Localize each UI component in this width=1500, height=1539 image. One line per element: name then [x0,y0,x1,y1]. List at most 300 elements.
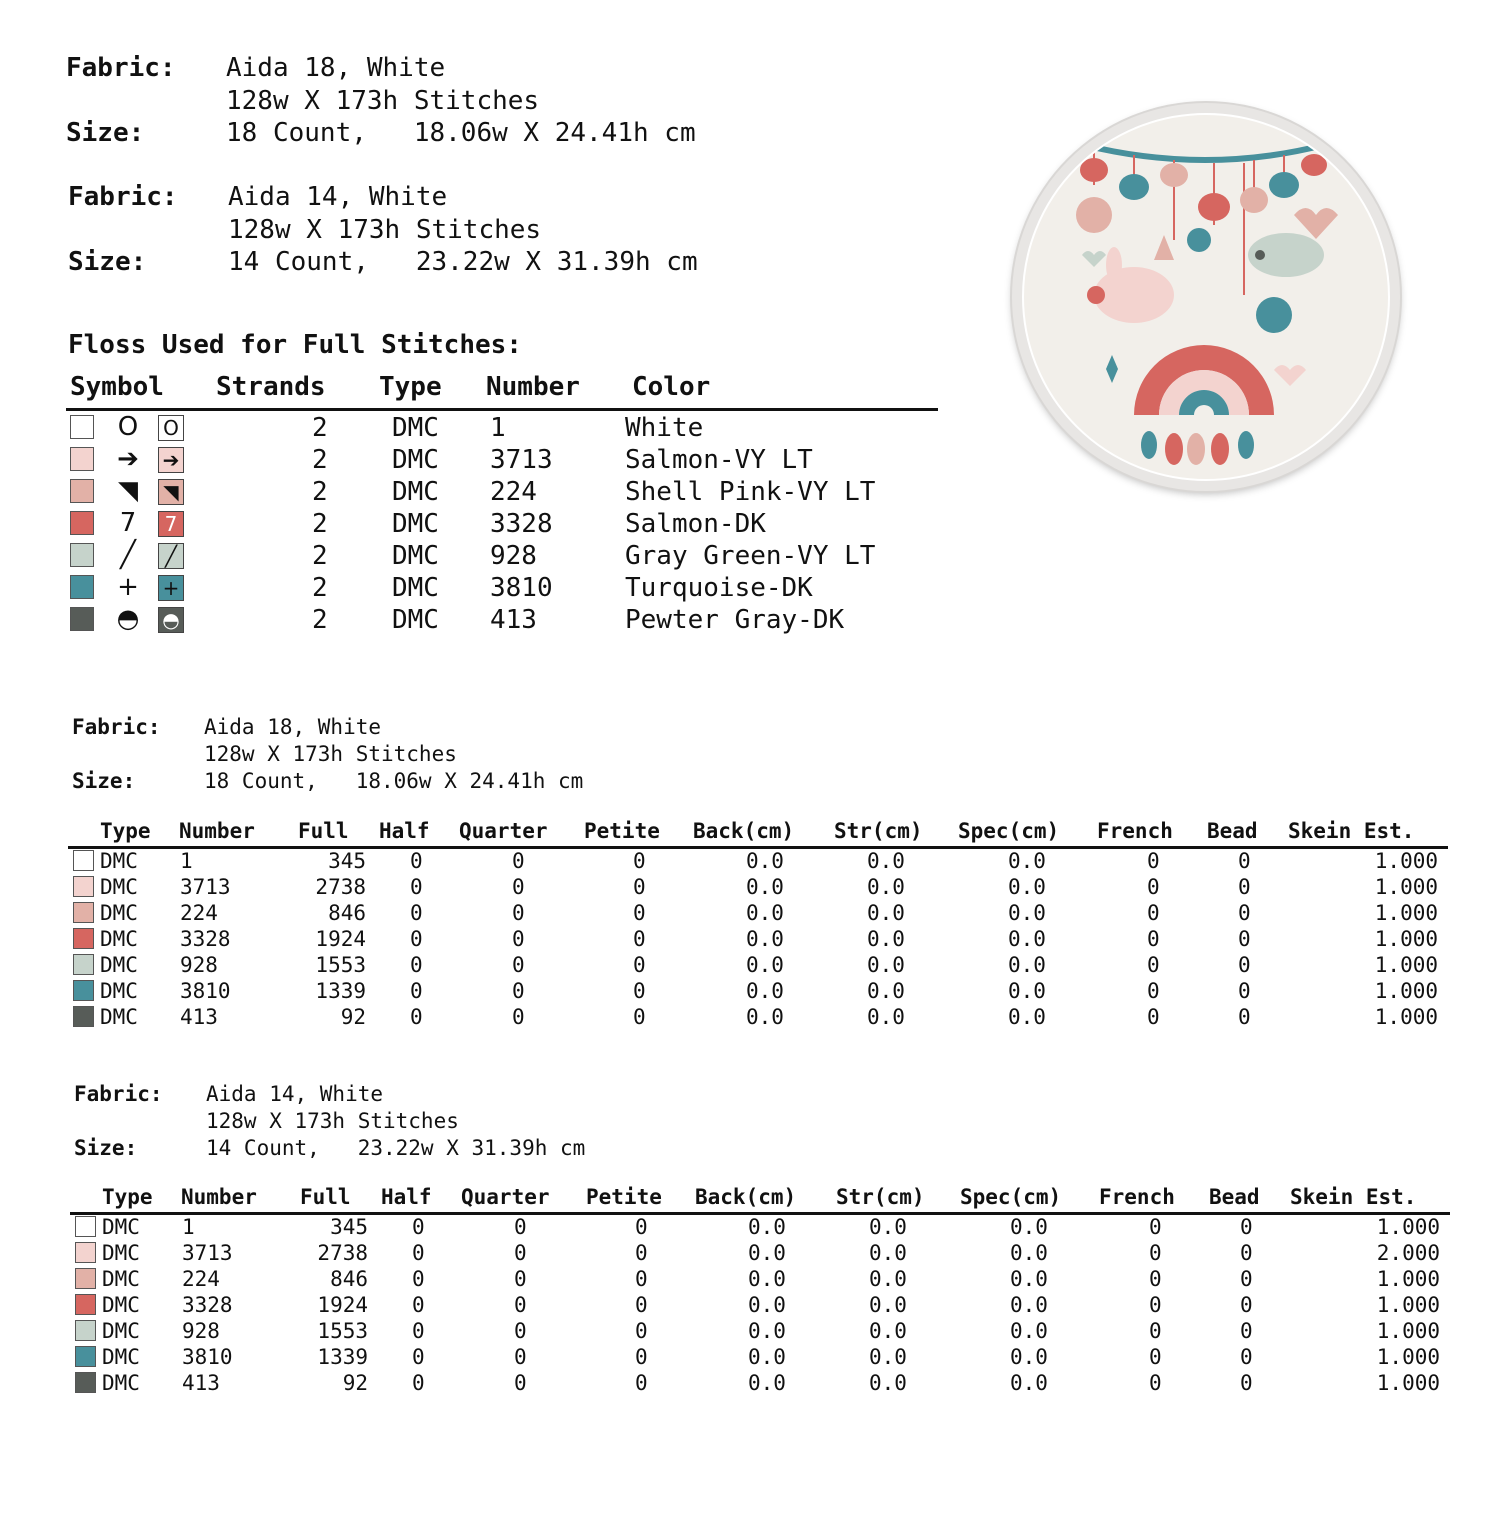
back-cell: 0.0 [746,979,784,1003]
half-cell: 0 [412,1267,425,1291]
stitch-symbol-on-color: ◥ [158,479,184,505]
type-cell: DMC [102,1215,140,1239]
size-label: Size: [74,1136,138,1160]
color-swatch [70,543,94,567]
number-cell: 224 [180,901,218,925]
number-cell: 3713 [490,445,553,475]
stat-header-cell: Back(cm) [693,819,795,843]
stat-header-cell: Skein Est. [1290,1185,1417,1209]
number-cell: 3328 [180,927,231,951]
color-swatch [73,980,94,1001]
strands-cell: 2 [312,541,328,571]
stitch-symbol-on-color: ╱ [158,543,184,569]
floss-row [0,540,1000,572]
str-cell: 0.0 [869,1267,907,1291]
color-name-cell: Shell Pink-VY LT [625,477,876,507]
color-swatch [73,850,94,871]
quarter-cell: 0 [514,1241,527,1265]
type-cell: DMC [102,1241,140,1265]
stat-header-cell: Number [179,819,255,843]
stat-table-row [0,848,1500,874]
stitch-symbol-on-color: O [158,415,184,441]
stitch-symbol: ➔ [117,444,139,474]
petite-cell: 0 [635,1241,648,1265]
color-swatch [70,415,94,439]
back-cell: 0.0 [748,1241,786,1265]
french-cell: 0 [1147,849,1160,873]
type-cell: DMC [392,541,439,571]
strands-cell: 2 [312,605,328,635]
half-cell: 0 [410,927,423,951]
number-cell: 413 [180,1005,218,1029]
number-cell: 1 [182,1215,195,1239]
stat-table-row [0,1344,1500,1370]
stat-table-row [0,900,1500,926]
skein-cell: 1.000 [1374,953,1438,977]
stat-table-row [0,1004,1500,1030]
bead-cell: 0 [1240,1319,1253,1343]
full-cell: 846 [328,901,366,925]
bead-cell: 0 [1238,901,1251,925]
skein-cell: 1.000 [1376,1267,1440,1291]
strands-cell: 2 [312,413,328,443]
color-swatch [75,1294,96,1315]
stitches-value: 128w X 173h Stitches [226,85,540,116]
size-value: 14 Count, 23.22w X 31.39h cm [228,247,698,277]
petite-cell: 0 [635,1215,648,1239]
full-cell: 846 [330,1267,368,1291]
stat-header-cell: Type [102,1185,153,1209]
spec-cell: 0.0 [1008,901,1046,925]
str-cell: 0.0 [869,1293,907,1317]
fabric-value: Aida 14, White [228,182,448,212]
number-cell: 3810 [180,979,231,1003]
quarter-cell: 0 [512,979,525,1003]
type-cell: DMC [102,1371,140,1395]
fabric-label: Fabric: [72,715,161,739]
back-cell: 0.0 [748,1293,786,1317]
floss-row [0,444,1000,476]
stitches-value: 128w X 173h Stitches [206,1109,459,1133]
stat-header-cell: Back(cm) [695,1185,797,1209]
bead-cell: 0 [1238,1005,1251,1029]
full-cell: 345 [328,849,366,873]
quarter-cell: 0 [512,875,525,899]
french-cell: 0 [1149,1267,1162,1291]
stat-header-cell: Half [379,819,430,843]
color-swatch [75,1346,96,1367]
str-cell: 0.0 [867,979,905,1003]
type-cell: DMC [100,953,138,977]
stitches-value: 128w X 173h Stitches [204,742,457,766]
spec-cell: 0.0 [1008,953,1046,977]
quarter-cell: 0 [512,849,525,873]
quarter-cell: 0 [514,1215,527,1239]
floss-header-strands: Strands [216,372,326,402]
number-cell: 928 [180,953,218,977]
number-cell: 413 [490,605,537,635]
half-cell: 0 [412,1371,425,1395]
skein-cell: 1.000 [1376,1371,1440,1395]
full-cell: 345 [330,1215,368,1239]
number-cell: 3810 [182,1345,233,1369]
color-name-cell: Turquoise-DK [625,573,813,603]
back-cell: 0.0 [748,1319,786,1343]
number-cell: 224 [490,477,537,507]
full-cell: 2738 [317,1241,368,1265]
french-cell: 0 [1147,875,1160,899]
half-cell: 0 [412,1293,425,1317]
floss-header-color: Color [632,372,711,402]
stat-header-cell: Bead [1207,819,1258,843]
half-cell: 0 [412,1319,425,1343]
skein-cell: 1.000 [1376,1345,1440,1369]
stitches-value: 128w X 173h Stitches [228,214,542,245]
stat-header-cell: Full [300,1185,351,1209]
skein-cell: 1.000 [1376,1293,1440,1317]
full-cell: 1924 [317,1293,368,1317]
stat-header-cell: Type [100,819,151,843]
floss-header-type: Type [379,372,442,402]
french-cell: 0 [1147,927,1160,951]
half-cell: 0 [410,849,423,873]
type-cell: DMC [102,1345,140,1369]
bead-cell: 0 [1240,1241,1253,1265]
color-swatch [73,1006,94,1027]
spec-cell: 0.0 [1010,1319,1048,1343]
back-cell: 0.0 [748,1215,786,1239]
stat-header-cell: Bead [1209,1185,1260,1209]
stitch-symbol: ◥ [118,476,138,506]
type-cell: DMC [100,849,138,873]
skein-cell: 2.000 [1376,1241,1440,1265]
type-cell: DMC [100,979,138,1003]
full-cell: 1339 [317,1345,368,1369]
bead-cell: 0 [1238,849,1251,873]
color-swatch [73,928,94,949]
stat-header-cell: Quarter [459,819,548,843]
fabric-label: Fabric: [68,182,178,212]
back-cell: 0.0 [746,1005,784,1029]
petite-cell: 0 [635,1293,648,1317]
skein-cell: 1.000 [1376,1319,1440,1343]
size-value: 14 Count, 23.22w X 31.39h cm [206,1136,586,1160]
pattern-preview-image [1022,113,1390,481]
stat-table-row [0,926,1500,952]
type-cell: DMC [392,509,439,539]
str-cell: 0.0 [869,1241,907,1265]
stat-header-cell: Full [298,819,349,843]
stat-table-row [0,1370,1500,1396]
strands-cell: 2 [312,445,328,475]
type-cell: DMC [392,413,439,443]
type-cell: DMC [102,1293,140,1317]
color-swatch [70,479,94,503]
petite-cell: 0 [635,1345,648,1369]
size-label: Size: [68,247,147,277]
fabric-value: Aida 14, White [206,1082,384,1106]
type-cell: DMC [100,901,138,925]
stitch-symbol-on-color: ◓ [158,607,184,633]
type-cell: DMC [102,1267,140,1291]
french-cell: 0 [1147,901,1160,925]
number-cell: 3328 [182,1293,233,1317]
stat-header-cell: Spec(cm) [958,819,1060,843]
stat-header-cell: Half [381,1185,432,1209]
type-cell: DMC [100,927,138,951]
spec-cell: 0.0 [1010,1371,1048,1395]
quarter-cell: 0 [512,927,525,951]
petite-cell: 0 [635,1319,648,1343]
petite-cell: 0 [633,1005,646,1029]
petite-cell: 0 [635,1267,648,1291]
skein-cell: 1.000 [1374,901,1438,925]
color-name-cell: Pewter Gray-DK [625,605,845,635]
bead-cell: 0 [1238,875,1251,899]
stitch-symbol: ◓ [116,604,140,634]
full-cell: 1924 [315,927,366,951]
color-swatch [73,954,94,975]
spec-cell: 0.0 [1008,979,1046,1003]
full-cell: 92 [342,1371,368,1395]
petite-cell: 0 [635,1371,648,1395]
french-cell: 0 [1149,1241,1162,1265]
number-cell: 3713 [182,1241,233,1265]
str-cell: 0.0 [867,901,905,925]
number-cell: 3713 [180,875,231,899]
full-cell: 1339 [315,979,366,1003]
strands-cell: 2 [312,573,328,603]
floss-header-rule [66,408,938,411]
stitch-symbol: 7 [119,508,137,538]
skein-cell: 1.000 [1374,875,1438,899]
pattern-preview-illustration [1024,115,1388,479]
back-cell: 0.0 [746,927,784,951]
color-swatch [73,876,94,897]
size-label: Size: [66,118,145,148]
color-swatch [73,902,94,923]
stat-table-row [0,1292,1500,1318]
back-cell: 0.0 [746,953,784,977]
number-cell: 224 [182,1267,220,1291]
fabric-value: Aida 18, White [204,715,382,739]
back-cell: 0.0 [748,1267,786,1291]
french-cell: 0 [1147,1005,1160,1029]
spec-cell: 0.0 [1010,1241,1048,1265]
bead-cell: 0 [1240,1371,1253,1395]
floss-row [0,604,1000,636]
fabric-label: Fabric: [74,1082,163,1106]
spec-cell: 0.0 [1008,875,1046,899]
floss-row [0,476,1000,508]
strands-cell: 2 [312,477,328,507]
floss-row [0,508,1000,540]
petite-cell: 0 [633,979,646,1003]
quarter-cell: 0 [514,1371,527,1395]
type-cell: DMC [102,1319,140,1343]
stat-header-cell: Str(cm) [834,819,923,843]
skein-cell: 1.000 [1374,1005,1438,1029]
strands-cell: 2 [312,509,328,539]
french-cell: 0 [1149,1215,1162,1239]
bead-cell: 0 [1240,1345,1253,1369]
number-cell: 3328 [490,509,553,539]
spec-cell: 0.0 [1010,1215,1048,1239]
stat-header-cell: Skein Est. [1288,819,1415,843]
quarter-cell: 0 [514,1267,527,1291]
floss-header-number: Number [486,372,580,402]
str-cell: 0.0 [869,1215,907,1239]
color-swatch [70,607,94,631]
french-cell: 0 [1149,1293,1162,1317]
color-swatch [70,575,94,599]
stat-table-row [0,1266,1500,1292]
stat-header-cell: French [1099,1185,1175,1209]
color-swatch [75,1372,96,1393]
size-value: 18 Count, 18.06w X 24.41h cm [226,118,696,148]
type-cell: DMC [100,875,138,899]
half-cell: 0 [412,1215,425,1239]
petite-cell: 0 [633,953,646,977]
petite-cell: 0 [633,927,646,951]
bead-cell: 0 [1240,1293,1253,1317]
fabric-value: Aida 18, White [226,53,446,83]
type-cell: DMC [392,477,439,507]
french-cell: 0 [1147,979,1160,1003]
str-cell: 0.0 [867,849,905,873]
french-cell: 0 [1149,1319,1162,1343]
str-cell: 0.0 [867,953,905,977]
number-cell: 928 [490,541,537,571]
half-cell: 0 [412,1345,425,1369]
color-swatch [70,447,94,471]
number-cell: 928 [182,1319,220,1343]
size-label: Size: [72,769,136,793]
bead-cell: 0 [1238,927,1251,951]
stat-header-cell: Spec(cm) [960,1185,1062,1209]
petite-cell: 0 [633,901,646,925]
stitch-symbol-on-color: 7 [158,511,184,537]
color-name-cell: Salmon-DK [625,509,766,539]
stat-table-row [0,874,1500,900]
quarter-cell: 0 [512,901,525,925]
floss-row [0,412,1000,444]
stat-header-cell: Number [181,1185,257,1209]
color-swatch [75,1320,96,1341]
number-cell: 1 [490,413,506,443]
type-cell: DMC [392,573,439,603]
bead-cell: 0 [1240,1215,1253,1239]
full-cell: 1553 [317,1319,368,1343]
color-name-cell: White [625,413,704,443]
number-cell: 1 [180,849,193,873]
petite-cell: 0 [633,849,646,873]
spec-cell: 0.0 [1008,927,1046,951]
str-cell: 0.0 [867,927,905,951]
color-name-cell: Salmon-VY LT [625,445,813,475]
bead-cell: 0 [1238,979,1251,1003]
skein-cell: 1.000 [1376,1215,1440,1239]
half-cell: 0 [410,979,423,1003]
half-cell: 0 [410,1005,423,1029]
stitch-symbol: ╱ [120,540,136,570]
stat-table-row [0,1240,1500,1266]
petite-cell: 0 [633,875,646,899]
number-cell: 413 [182,1371,220,1395]
floss-header-symbol: Symbol [70,372,164,402]
stat-header-cell: Str(cm) [836,1185,925,1209]
half-cell: 0 [410,875,423,899]
quarter-cell: 0 [514,1319,527,1343]
floss-title: Floss Used for Full Stitches: [68,330,522,360]
color-swatch [70,511,94,535]
stat-header-cell: Petite [586,1185,662,1209]
french-cell: 0 [1147,953,1160,977]
stat-table-row [0,978,1500,1004]
back-cell: 0.0 [748,1371,786,1395]
str-cell: 0.0 [869,1371,907,1395]
str-cell: 0.0 [869,1345,907,1369]
french-cell: 0 [1149,1371,1162,1395]
stat-table-row [0,952,1500,978]
back-cell: 0.0 [748,1345,786,1369]
skein-cell: 1.000 [1374,979,1438,1003]
str-cell: 0.0 [867,1005,905,1029]
color-swatch [75,1242,96,1263]
str-cell: 0.0 [869,1319,907,1343]
half-cell: 0 [412,1241,425,1265]
spec-cell: 0.0 [1008,849,1046,873]
skein-cell: 1.000 [1374,927,1438,951]
stitch-symbol: + [117,572,139,602]
type-cell: DMC [100,1005,138,1029]
floss-row [0,572,1000,604]
stat-header-cell: Petite [584,819,660,843]
full-cell: 2738 [315,875,366,899]
spec-cell: 0.0 [1010,1345,1048,1369]
type-cell: DMC [392,605,439,635]
color-name-cell: Gray Green-VY LT [625,541,876,571]
color-swatch [75,1216,96,1237]
spec-cell: 0.0 [1010,1293,1048,1317]
back-cell: 0.0 [746,901,784,925]
size-value: 18 Count, 18.06w X 24.41h cm [204,769,584,793]
full-cell: 1553 [315,953,366,977]
quarter-cell: 0 [514,1293,527,1317]
bead-cell: 0 [1238,953,1251,977]
full-cell: 92 [340,1005,366,1029]
spec-cell: 0.0 [1008,1005,1046,1029]
bead-cell: 0 [1240,1267,1253,1291]
quarter-cell: 0 [512,953,525,977]
stat-table-row [0,1318,1500,1344]
back-cell: 0.0 [746,849,784,873]
number-cell: 3810 [490,573,553,603]
stat-table-row [0,1214,1500,1240]
quarter-cell: 0 [512,1005,525,1029]
half-cell: 0 [410,953,423,977]
stitch-symbol-on-color: ➔ [158,447,184,473]
stitch-symbol-on-color: + [158,575,184,601]
stat-header-cell: Quarter [461,1185,550,1209]
half-cell: 0 [410,901,423,925]
fabric-label: Fabric: [66,53,176,83]
quarter-cell: 0 [514,1345,527,1369]
color-swatch [75,1268,96,1289]
type-cell: DMC [392,445,439,475]
str-cell: 0.0 [867,875,905,899]
spec-cell: 0.0 [1010,1267,1048,1291]
